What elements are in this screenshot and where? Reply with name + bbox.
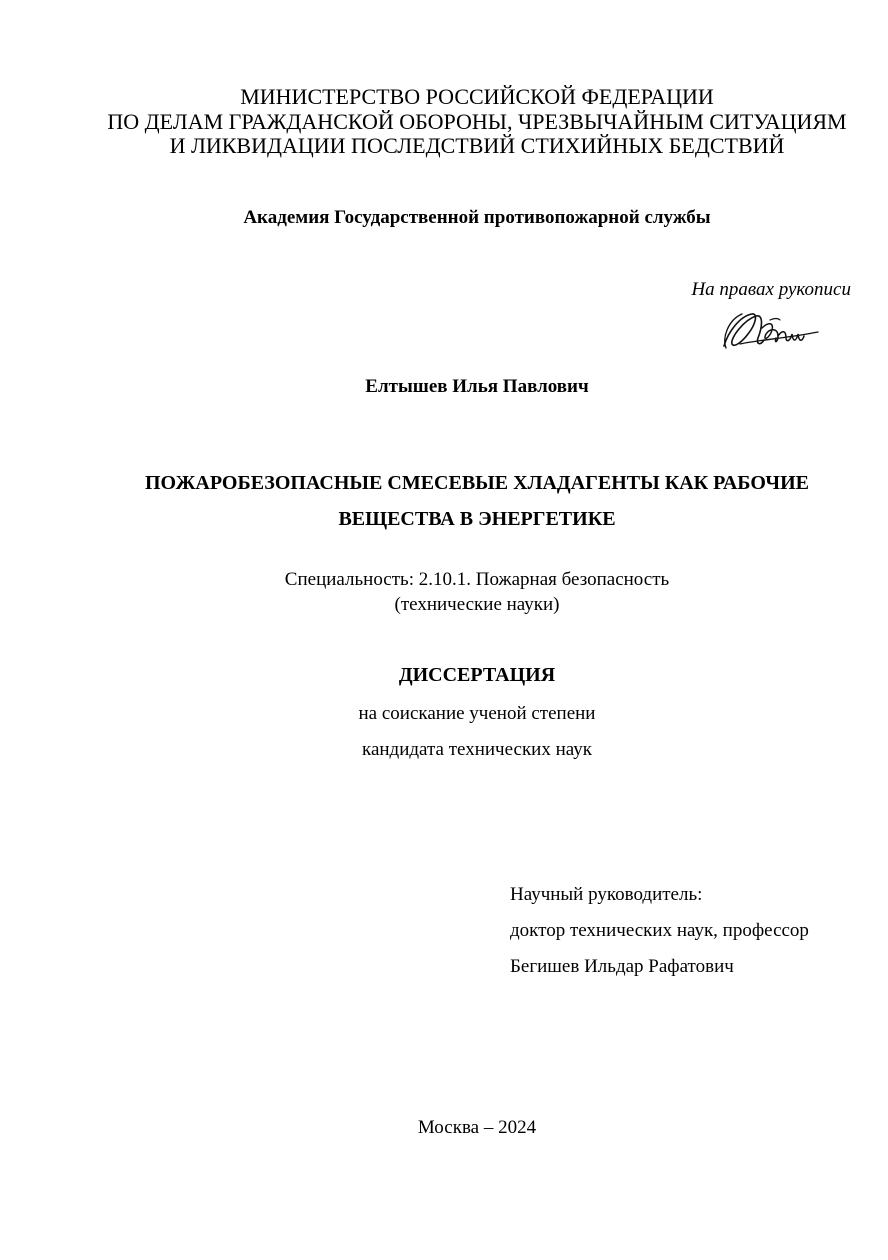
specialty-line-2: (технические науки) — [394, 594, 560, 615]
ministry-line-3: И ЛИКВИДАЦИИ ПОСЛЕДСТВИЙ СТИХИЙНЫХ БЕДСТВИЙ — [169, 133, 785, 158]
degree-line-2: кандидата технических наук — [362, 739, 592, 760]
ministry-line-2: ПО ДЕЛАМ ГРАЖДАНСКОЙ ОБОРОНЫ, ЧРЕЗВЫЧАЙНЫМ СИТУАЦИЯМ — [107, 109, 847, 134]
dissertation-heading: ДИССЕРТАЦИЯ — [398, 664, 556, 686]
academy-name: Академия Государственной противопожарной службы — [243, 207, 711, 228]
specialty-line-1: Специальность: 2.10.1. Пожарная безопасность — [284, 569, 670, 590]
degree-line-1: на соискание ученой степени — [358, 703, 596, 724]
signature-icon — [718, 308, 822, 356]
supervisor-name: Бегишев Ильдар Рафатович — [510, 956, 734, 977]
city-year: Москва – 2024 — [417, 1117, 537, 1138]
ministry-line-1: МИНИСТЕРСТВО РОССИЙСКОЙ ФЕДЕРАЦИИ — [240, 84, 714, 109]
supervisor-label: Научный руководитель: — [510, 884, 703, 905]
thesis-title-line-1: ПОЖАРОБЕЗОПАСНЫЕ СМЕСЕВЫЕ ХЛАДАГЕНТЫ КАК РАБОЧИЕ — [144, 472, 809, 494]
author-name: Елтышев Илья Павлович — [365, 376, 589, 397]
supervisor-degree: доктор технических наук, профессор — [510, 920, 809, 941]
manuscript-note: На правах рукописи — [691, 279, 851, 300]
thesis-title-line-2: ВЕЩЕСТВА В ЭНЕРГЕТИКЕ — [338, 508, 616, 530]
